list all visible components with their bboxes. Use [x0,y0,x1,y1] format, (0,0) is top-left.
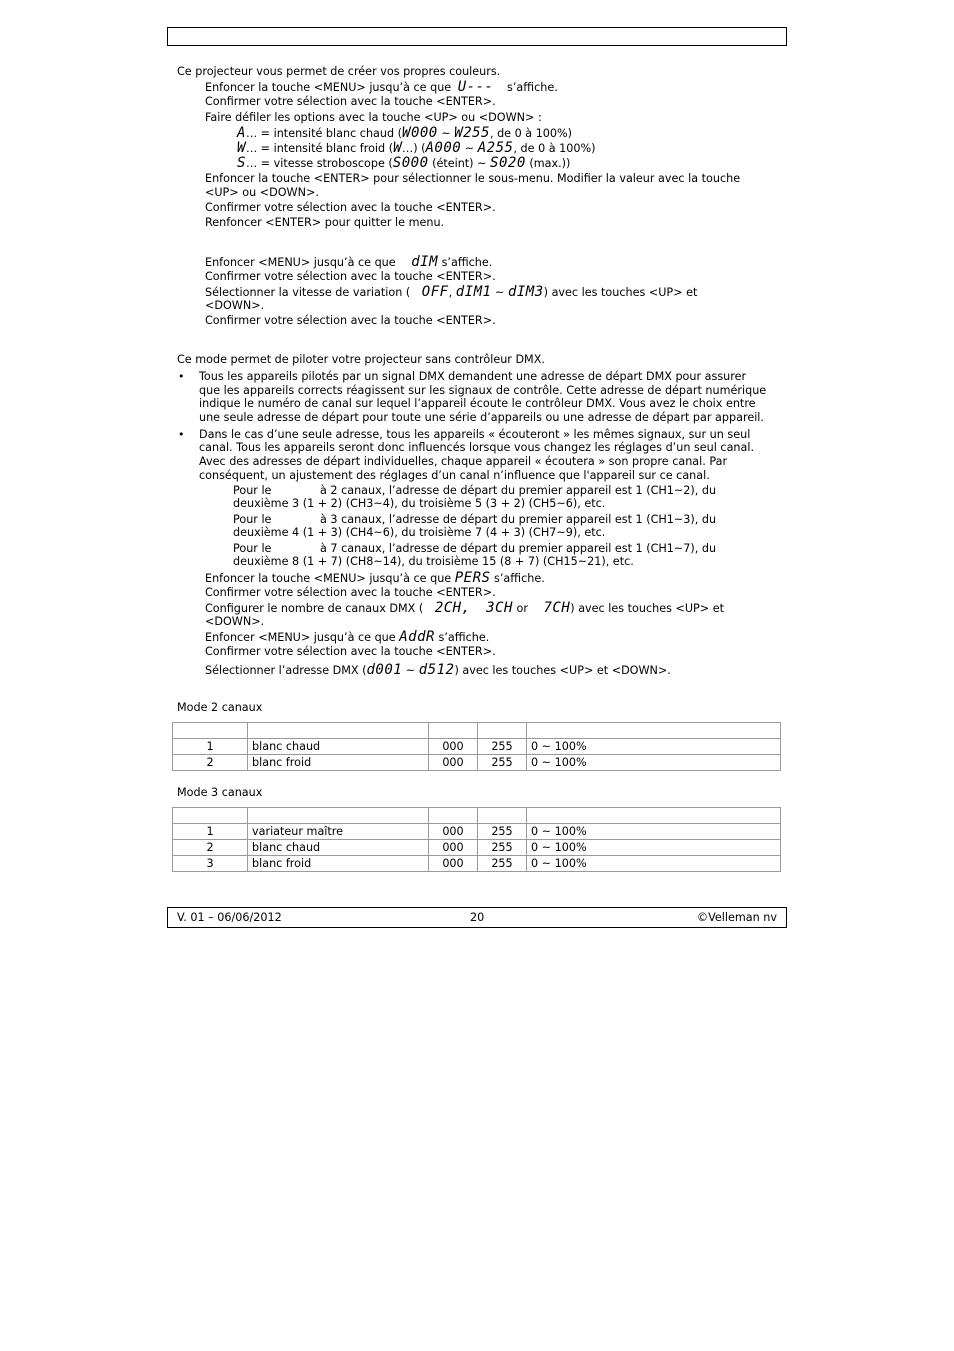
dmx-bullet-2-l4: conséquent, un ajustement des réglages d’un canal n’influence que l'appareil sur ce canal. [199,469,710,482]
dmx-bullet-1-l1: Tous les appareils pilotés par un signal DMX demandent une adresse de départ DMX pour assurer [199,370,747,383]
dmx-step-confirm-2: Confirmer votre sélection avec la touche <ENTER>. [205,645,496,658]
bullet-icon: • [178,370,185,383]
dmx-step-channels-b: <DOWN>. [205,615,265,628]
dmx-bullet-2-l3: Avec des adresses de départ individuelles, chaque appareil « écoutera » son propre canal. Par [199,455,728,468]
example-3ch-b: à 3 canaux, l’adresse de départ du premier appareil est 1 (CH1~3), du [320,513,717,526]
dmx-bullet-1-l4: une seule adresse de départ pour toute une série d’appareils ou une adresse de départ par appareil. [199,411,764,424]
color-step-enter-a: Enfoncer la touche <ENTER> pour sélectionner le sous-menu. Modifier la valeur avec la touche [205,172,741,185]
page-header-box [167,27,787,46]
dim-step-confirm: Confirmer votre sélection avec la touche <ENTER>. [205,270,496,283]
example-7ch-a: Pour le [233,542,272,555]
table-row: 1 variateur maître 000 255 0 ~ 100% [173,824,781,840]
color-step-enter-b: <UP> ou <DOWN>. [205,186,319,199]
footer-page-number: 20 [470,911,485,924]
display-pers: PERS [454,570,491,586]
color-step-quit: Renfoncer <ENTER> pour quitter le menu. [205,216,445,229]
dmx-intro: Ce mode permet de piloter votre projecteur sans contrôleur DMX. [177,353,545,366]
example-3ch-a: Pour le [233,513,272,526]
footer-copyright: ©Velleman nv [696,911,777,924]
dmx-bullet-1-l2: que les appareils corrects réagissent sur les signaux de contrôle. Cette adresse de départ numérique [199,384,767,397]
footer-version: V. 01 – 06/06/2012 [177,911,282,924]
table-header-row [173,808,781,824]
color-step-confirm-2: Confirmer votre sélection avec la touche <ENTER>. [205,201,496,214]
table-row: 2 blanc chaud 000 255 0 ~ 100% [173,840,781,856]
color-step-scroll: Faire défiler les options avec la touche <UP> ou <DOWN> : [205,111,542,124]
display-dim: dIM [411,254,439,270]
table-3ch [172,807,781,872]
example-2ch-b: à 2 canaux, l’adresse de départ du premier appareil est 1 (CH1~2), du [320,484,717,497]
dmx-bullet-2-l1: Dans le cas d’une seule adresse, tous les appareils « écouteront » les mêmes signaux, sur un seul [199,428,751,441]
dim-step-speed: Sélectionner la vitesse de variation ( OFF, dIM1 ~ dIM3) avec les touches <UP> et [205,284,698,300]
option-warm-white: A… = intensité blanc chaud (W000 ~ W255, de 0 à 100%) [237,125,573,141]
example-2ch-a: Pour le [233,484,272,497]
dim-step-confirm-2: Confirmer votre sélection avec la touche <ENTER>. [205,314,496,327]
dmx-step-address: Sélectionner l’adresse DMX (d001 ~ d512) avec les touches <UP> et <DOWN>. [205,662,671,678]
example-3ch-c: deuxième 4 (1 + 3) (CH4~6), du troisième 7 (4 + 3) (CH7~9), etc. [233,526,606,539]
color-step-confirm: Confirmer votre sélection avec la touche <ENTER>. [205,95,496,108]
option-cold-white: W… = intensité blanc froid (W…) (A000 ~ A255, de 0 à 100%) [237,140,596,156]
dmx-step-confirm: Confirmer votre sélection avec la touche <ENTER>. [205,586,496,599]
dmx-bullet-2-l2: canal. Tous les appareils seront donc influencés lorsque vous changez les réglages d’un seul canal. [199,441,755,454]
page-footer [167,907,787,928]
example-7ch-b: à 7 canaux, l’adresse de départ du premier appareil est 1 (CH1~7), du [320,542,717,555]
table-2ch [172,722,781,771]
dmx-step-channels: Configurer le nombre de canaux DMX ( 2CH, 3CH or 7CH) avec les touches <UP> et [205,600,724,616]
color-step-menu: Enfoncer la touche <MENU> jusqu’à ce que U--- s’affiche. [205,79,558,95]
dmx-bullet-1-l3: indique le numéro de canal sur lequel l’appareil écoute le contrôleur DMX. Vous avez le choix entre [199,397,756,410]
dmx-step-addr-menu: Enfoncer <MENU> jusqu’à ce que AddR s’affiche. [205,629,490,645]
table-row: 1 blanc chaud 000 255 0 ~ 100% [173,739,781,755]
dim-step-speed-b: <DOWN>. [205,299,265,312]
option-strobe: S… = vitesse stroboscope (S000 (éteint) ~ S020 (max.)) [237,155,571,171]
example-7ch-c: deuxième 8 (1 + 7) (CH8~14), du troisième 15 (8 + 7) (CH15~21), etc. [233,555,634,568]
display-addr: AddR [399,629,435,645]
dmx-step-menu: Enfoncer la touche <MENU> jusqu’à ce que PERS s’affiche. [205,570,545,586]
table-3ch-title: Mode 3 canaux [177,786,263,799]
table-2ch-title: Mode 2 canaux [177,701,263,714]
color-intro: Ce projecteur vous permet de créer vos propres couleurs. [177,65,501,78]
example-2ch-c: deuxième 3 (1 + 2) (CH3~4), du troisième 5 (3 + 2) (CH5~6), etc. [233,497,606,510]
table-row: 2 blanc froid 000 255 0 ~ 100% [173,755,781,771]
dim-step-menu: Enfoncer <MENU> jusqu’à ce que dIM s’affiche. [205,254,493,270]
table-row: 3 blanc froid 000 255 0 ~ 100% [173,856,781,872]
bullet-icon: • [178,428,185,441]
table-header-row [173,723,781,739]
display-u: U--- [457,79,494,95]
